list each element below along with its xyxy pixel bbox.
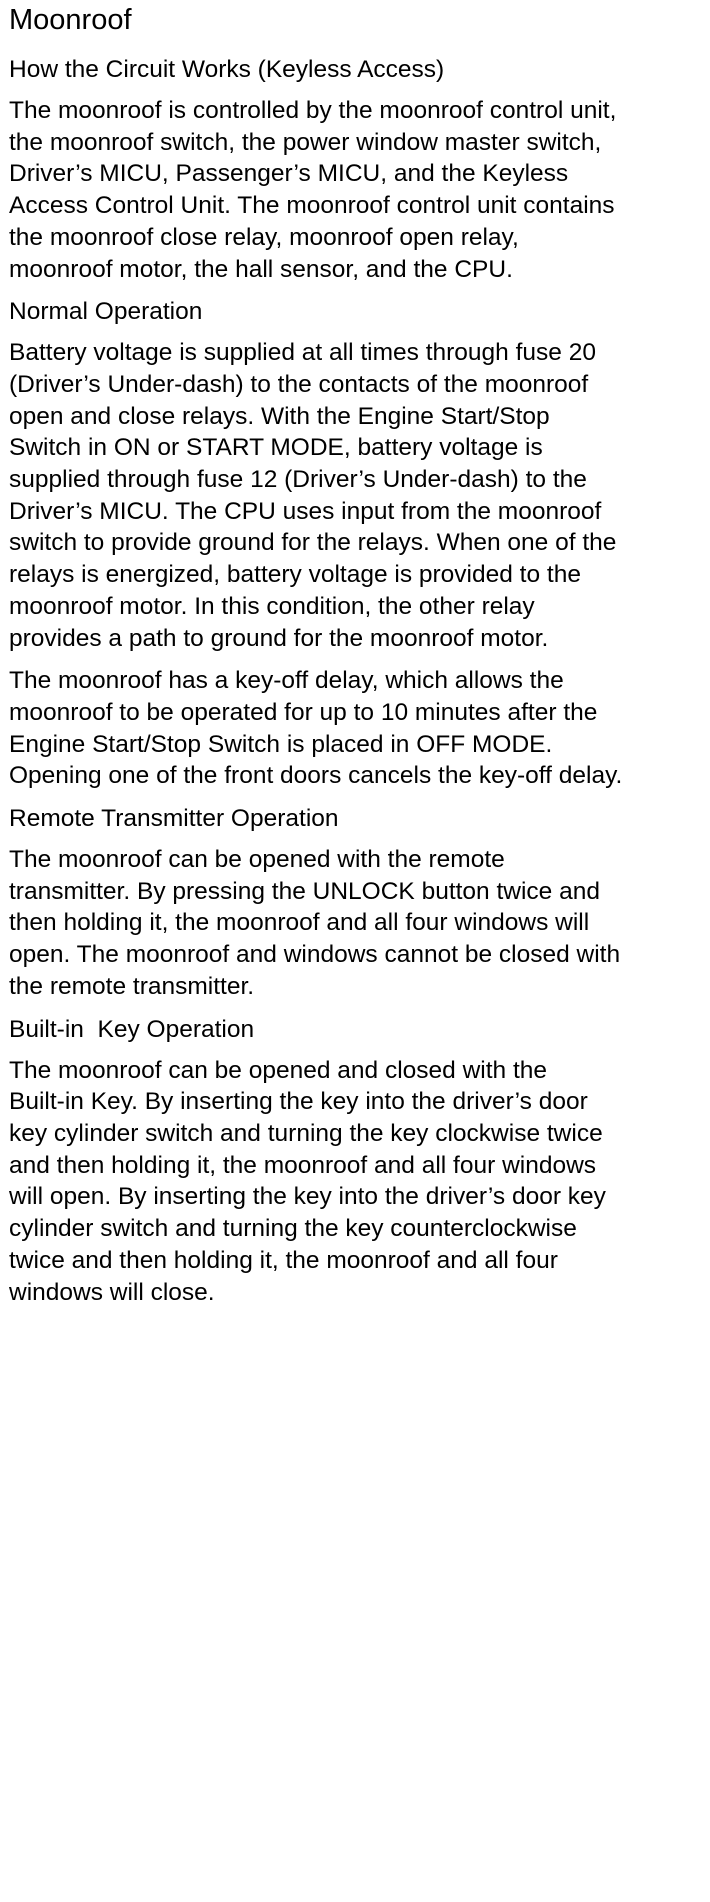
page-title: Moonroof (9, 4, 132, 36)
text-line: Driver’s MICU. The CPU uses input from the moonroof (9, 497, 602, 525)
section-heading: Normal Operation (9, 298, 203, 326)
text-line: twice and then holding it, the moonroof and all four (9, 1246, 558, 1274)
paragraph (9, 665, 699, 792)
text-line: the moonroof switch, the power window master switch, (9, 128, 602, 156)
text-line: Switch in ON or START MODE, battery voltage is (9, 434, 543, 462)
text-line: relays is energized, battery voltage is provided to the (9, 561, 581, 589)
text-line: moonroof motor. In this condition, the other relay (9, 592, 535, 620)
text-line: (Driver’s Under-dash) to the contacts of the moonroof (9, 370, 589, 398)
text-line: Battery voltage is supplied at all times through fuse 20 (9, 339, 596, 367)
paragraph (9, 844, 699, 1003)
text-line: The moonroof is controlled by the moonroof control unit, (9, 97, 617, 124)
text-line: Built-in Key. By inserting the key into the driver’s door (9, 1088, 588, 1116)
text-line: the remote transmitter. (9, 972, 255, 1000)
text-line: moonroof to be operated for up to 10 minutes after the (9, 698, 598, 726)
section-heading: Remote Transmitter Operation (9, 805, 339, 833)
text-line: The moonroof can be opened and closed with the (9, 1056, 548, 1084)
text-line: Access Control Unit. The moonroof control unit contains (9, 192, 615, 220)
paragraph (9, 337, 699, 654)
text-line: and then holding it, the moonroof and all four windows (9, 1151, 597, 1179)
section-heading: Built-in Key Operation (9, 1015, 255, 1043)
text-line: Opening one of the front doors cancels the key-off delay. (9, 762, 623, 790)
section-circuit-works (9, 54, 699, 285)
text-line: windows will close. (9, 1278, 215, 1306)
text-line: open and close relays. With the Engine Start/Stop (9, 402, 550, 430)
section-heading: How the Circuit Works (Keyless Access) (9, 56, 445, 83)
text-line: key cylinder switch and turning the key clockwise twice (9, 1119, 603, 1147)
text-line: switch to provide ground for the relays. When one of the (9, 529, 617, 557)
section-remote-transmitter (9, 803, 699, 1003)
text-line: moonroof motor, the hall sensor, and the CPU. (9, 255, 513, 283)
text-line: supplied through fuse 12 (Driver’s Under-dash) to the (9, 466, 587, 494)
text-line: then holding it, the moonroof and all four windows will (9, 909, 590, 937)
text-line: The moonroof has a key-off delay, which allows the (9, 667, 564, 695)
text-line: provides a path to ground for the moonroof motor. (9, 624, 549, 652)
text-line: transmitter. By pressing the UNLOCK button twice and (9, 877, 600, 905)
section-built-in-key (9, 1014, 699, 1309)
text-line: open. The moonroof and windows cannot be closed with (9, 941, 621, 969)
text-line: Engine Start/Stop Switch is placed in OFF MODE. (9, 730, 553, 758)
text-line: Driver’s MICU, Passenger’s MICU, and the Keyless (9, 160, 569, 188)
text-line: the moonroof close relay, moonroof open relay, (9, 223, 519, 251)
text-line: The moonroof can be opened with the remote (9, 846, 505, 874)
paragraph (9, 95, 699, 285)
section-normal-operation (9, 296, 699, 792)
text-line: will open. By inserting the key into the driver’s door key (9, 1183, 606, 1211)
text-line: cylinder switch and turning the key counterclockwise (9, 1215, 577, 1243)
document (9, 0, 699, 1308)
paragraph (9, 1055, 699, 1309)
